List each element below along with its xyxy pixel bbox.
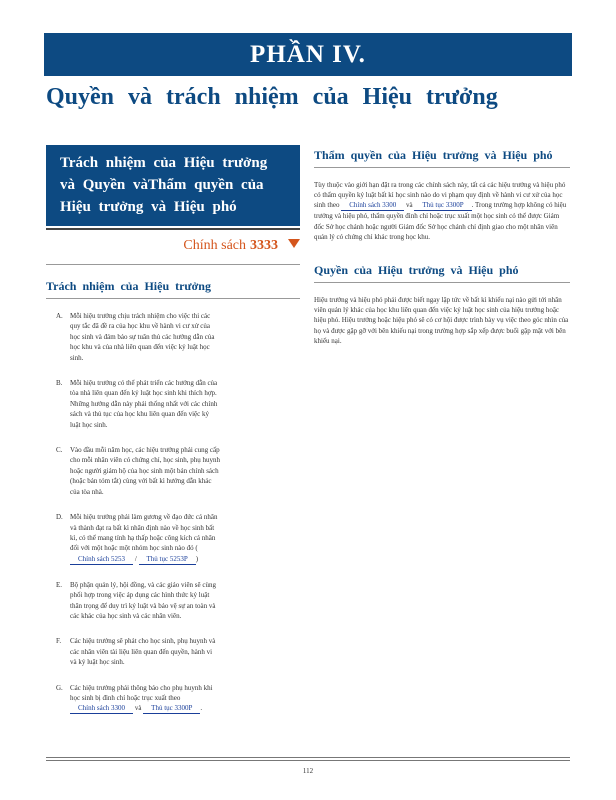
left-column bbox=[46, 145, 300, 729]
item-letter: G. bbox=[56, 683, 63, 692]
section-banner: PHẦN IV. bbox=[44, 33, 572, 76]
policy-number: 3333 bbox=[250, 238, 278, 253]
item-text: Mỗi hiệu trưởng chịu trách nhiệm cho việc thi các quy tắc đã đề ra của học khu về hành vi cư xử của học sinh và đảm bảo sự tuân thủ các hướng dẫn của học khu và của nhà liên quan đến việc kỷ luật học sinh. bbox=[70, 312, 215, 362]
item-text: Mỗi hiệu trưởng có thể phát triển các hướng dẫn của tòa nhà liên quan đến kỷ luật học sinh khi thích hợp. Những hướng dẫn này phải thống nhất với các chính sách và thủ tục của học khu liên quan đến việc kỷ luật học sinh. bbox=[70, 379, 218, 429]
item-text: Vào đầu mỗi năm học, các hiệu trưởng phải cung cấp cho mỗi nhân viên có chứng chỉ, học sinh, phụ huynh hoặc người giám hộ của học sinh một bản chính sách (hoặc bản tóm tắt) cùng với bất kì hướng dẫn khác của tòa nhà. bbox=[70, 446, 220, 496]
divider bbox=[46, 264, 300, 265]
footer-divider bbox=[46, 757, 570, 758]
procedure-link[interactable]: Thủ tục 3300P bbox=[414, 201, 471, 211]
responsibilities-heading: Trách nhiệm của Hiệu trưởng bbox=[46, 279, 211, 293]
item-text: Mỗi hiệu trưởng phải làm gương về đạo đức cá nhân và thành đạt ra bất kì nhân định nào về học sinh bất kì, có thể mang tính hạ thấp hoặc công kích cá nhân đối với một hoặc một nhóm học sinh nào đó ( bbox=[70, 513, 218, 553]
item-text: Các hiệu trưởng sẽ phát cho học sinh, phụ huynh và các nhân viên tài liệu liên quan đến quyền, hành vi và kỷ luật học sinh. bbox=[70, 637, 216, 667]
item-text-end: . bbox=[200, 704, 203, 713]
right-column bbox=[314, 145, 570, 346]
list-item bbox=[46, 311, 220, 363]
footer-divider bbox=[46, 760, 570, 761]
rights-paragraph: Hiệu trưởng và hiệu phó phải được biết ngay lập tức về bất kì khiếu nại nào gửi tới nhân viên quản lý khác của học khu liên quan đến việc kỷ luật học sinh của hiệu trưởng hoặc hiệu phó. Hiệu trưởng hoặc hiệu phó sẽ có cơ hội được trình bày vụ việc theo góc nhìn của họ và được gặp gỡ với bên khiếu nại trong trường hợp sắp xếp được buổi gặp mặt với bên khiếu nại. bbox=[314, 296, 569, 345]
list-item bbox=[46, 580, 220, 622]
item-letter: C. bbox=[56, 446, 63, 455]
page-number: 112 bbox=[302, 767, 314, 775]
list-item bbox=[46, 512, 220, 565]
item-letter: B. bbox=[56, 379, 63, 388]
divider bbox=[314, 282, 570, 283]
item-text: Các hiệu trưởng phải thông báo cho phụ huynh khi học sinh bị đình chỉ hoặc trục xuất theo bbox=[70, 683, 213, 702]
link-separator: / bbox=[134, 554, 137, 563]
item-letter: F. bbox=[56, 637, 62, 646]
item-letter: E. bbox=[56, 580, 63, 589]
responsibilities-list bbox=[46, 311, 300, 714]
policy-link[interactable]: Chính sách 3300 bbox=[70, 704, 133, 714]
authority-heading: Thẩm quyền của Hiệu trưởng và Hiệu phó bbox=[314, 148, 553, 162]
link-separator: và bbox=[406, 201, 413, 210]
item-letter: A. bbox=[56, 312, 63, 320]
paragraph-text: Tùy thuộc vào giới hạn đặt ra trong các chính sách này, tất cả các hiệu trưởng và hiệu phó có thẩm quyền kỷ luật bất kì học sinh nào do vi phạm quy định về hành vi cư xử của học sinh theo bbox=[314, 181, 566, 210]
policy-tag bbox=[46, 236, 300, 258]
item-letter: D. bbox=[56, 513, 63, 522]
list-item bbox=[46, 445, 220, 497]
item-text: Bộ phận quản lý, hội đồng, và các giáo viên sẽ cùng phối hợp trong việc áp dụng các hình thức kỷ luật thân trọng để duy trì kỷ luật và bảo vệ sự an toàn và các khác của học sinh và các nhân viên. bbox=[70, 580, 216, 620]
document-title: Quyền và trách nhiệm của Hiệu trưởng bbox=[46, 84, 498, 110]
list-item bbox=[46, 378, 220, 430]
triangle-down-icon bbox=[288, 239, 300, 248]
divider bbox=[46, 228, 300, 230]
divider bbox=[314, 167, 570, 168]
section-title-box: Trách nhiệm của Hiệu trưởng và Quyền vàThẩm quyền của Hiệu trưởng và Hiệu phó bbox=[46, 145, 300, 226]
paragraph-text-end: . Trong trường hợp không có hiệu trưởng và hiệu phó, thẩm quyền đình chỉ hoặc trục xuất một học sinh có thể được Giám đốc Sở học chánh hoặc người Giám đốc Sở học chánh chỉ định giao cho một nhân viên quản lý có chứng chỉ khác trong học khu. bbox=[314, 201, 567, 241]
procedure-link[interactable]: Thủ tục 5253P bbox=[139, 555, 196, 565]
item-text-end: ) bbox=[195, 554, 199, 563]
list-item bbox=[46, 683, 220, 715]
policy-label: Chính sách bbox=[183, 238, 246, 253]
policy-link[interactable]: Chính sách 3300 bbox=[341, 201, 404, 211]
policy-link[interactable]: Chính sách 5253 bbox=[70, 555, 133, 565]
list-item bbox=[46, 636, 220, 667]
rights-heading: Quyền của Hiệu trưởng và Hiệu phó bbox=[314, 263, 519, 278]
authority-paragraph bbox=[314, 180, 570, 242]
divider bbox=[46, 298, 300, 299]
link-separator: và bbox=[134, 704, 142, 713]
procedure-link[interactable]: Thủ tục 3300P bbox=[143, 704, 200, 714]
